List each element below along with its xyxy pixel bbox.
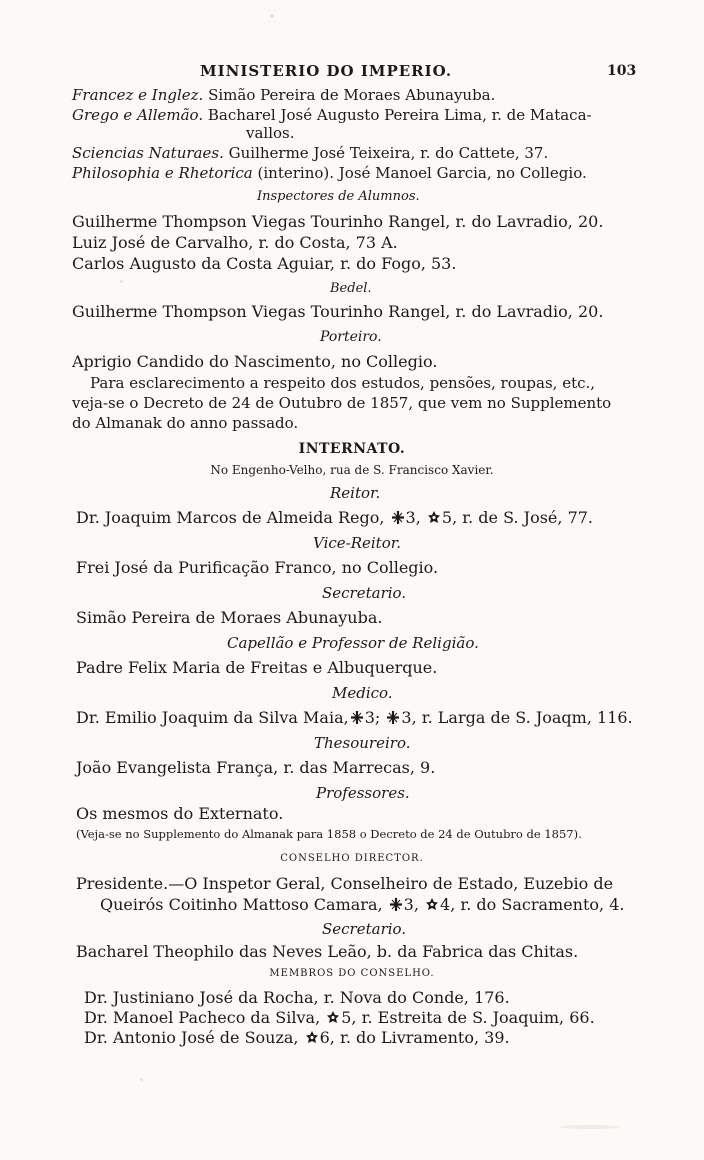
secretario-heading: Secretario. xyxy=(322,584,407,602)
membro-line: Dr. Manoel Pacheco da Silva, 5, r. Estreita de S. Joaquim, 66. xyxy=(84,1008,595,1027)
paper-speck xyxy=(270,14,274,18)
professor-grego: Grego e Allemão. Bacharel José Augusto Pereira Lima, r. de Mataca- xyxy=(72,106,592,124)
inspectores-heading: Inspectores de Alumnos. xyxy=(257,189,420,204)
inspector-line: Guilherme Thompson Viegas Tourinho Rangel, r. do Lavradio, 20. xyxy=(72,212,604,231)
professores-note: (Veja-se no Supplemento do Almanak para 1858 o Decreto de 24 de Outubro de 1857). xyxy=(76,827,582,841)
internato-location: No Engenho-Velho, rua de S. Francisco Xavier. xyxy=(210,463,494,477)
page-number: 103 xyxy=(607,63,637,79)
thesoureiro-heading: Thesoureiro. xyxy=(314,734,411,752)
reitor-line: Dr. Joaquim Marcos de Almeida Rego, 3, 5, r. de S. José, 77. xyxy=(76,508,594,527)
vice-reitor-heading: Vice-Reitor. xyxy=(313,534,402,552)
professor-francez: Francez e Inglez. Simão Pereira de Moraes Abunayuba. xyxy=(72,86,496,104)
membros-title: MEMBROS DO CONSELHO. xyxy=(269,968,435,979)
conselho-secretario-heading: Secretario. xyxy=(322,920,407,938)
professor-grego-cont: vallos. xyxy=(246,124,295,142)
medico-heading: Medico. xyxy=(332,684,393,702)
membro-line: Dr. Justiniano José da Rocha, r. Nova do Conde, 176. xyxy=(84,988,510,1007)
secretario-line: Simão Pereira de Moraes Abunayuba. xyxy=(76,608,383,627)
reitor-heading: Reitor. xyxy=(330,484,381,502)
order-cross-icon xyxy=(386,710,400,725)
running-header: MINISTERIO DO IMPERIO. xyxy=(200,62,453,80)
paper-speck xyxy=(140,1078,143,1081)
note-line: veja-se o Decreto de 24 de Outubro de 1857, que vem no Supplemento xyxy=(72,394,612,412)
professores-heading: Professores. xyxy=(316,784,410,802)
order-medal-icon xyxy=(427,510,441,525)
conselho-secretario-line: Bacharel Theophilo das Neves Leão, b. da Fabrica das Chitas. xyxy=(76,942,579,961)
inspector-line: Carlos Augusto da Costa Aguiar, r. do Fogo, 53. xyxy=(72,254,457,273)
order-medal-icon xyxy=(326,1010,340,1025)
medico-line: Dr. Emilio Joaquim da Silva Maia, 3; 3, r. Larga de S. Joaqm, 116. xyxy=(76,708,633,727)
conselho-title: CONSELHO DIRECTOR. xyxy=(280,853,424,864)
order-medal-icon xyxy=(305,1030,319,1045)
porteiro-heading: Porteiro. xyxy=(320,329,382,345)
membro-line: Dr. Antonio José de Souza, 6, r. do Livramento, 39. xyxy=(84,1028,510,1047)
bedel-heading: Bedel. xyxy=(330,281,372,296)
order-cross-icon xyxy=(350,710,364,725)
thesoureiro-line: João Evangelista França, r. das Marrecas, 9. xyxy=(76,758,436,777)
presidente-line: Presidente.—O Inspetor Geral, Conselheiro de Estado, Euzebio de xyxy=(76,874,614,893)
professores-line: Os mesmos do Externato. xyxy=(76,804,284,823)
presidente-line-cont: Queirós Coitinho Mattoso Camara, 3, 4, r. do Sacramento, 4. xyxy=(100,895,625,914)
bedel-line: Guilherme Thompson Viegas Tourinho Rangel, r. do Lavradio, 20. xyxy=(72,302,604,321)
inspector-line: Luiz José de Carvalho, r. do Costa, 73 A. xyxy=(72,233,398,252)
order-medal-icon xyxy=(425,897,439,912)
vice-reitor-line: Frei José da Purificação Franco, no Collegio. xyxy=(76,558,439,577)
paper-speck xyxy=(120,280,123,283)
internato-title: INTERNATO. xyxy=(298,441,406,457)
porteiro-line: Aprigio Candido do Nascimento, no Collegio. xyxy=(72,352,438,371)
order-cross-icon xyxy=(391,510,405,525)
paper-stain xyxy=(560,1125,620,1129)
capellao-heading: Capellão e Professor de Religião. xyxy=(227,634,479,652)
note-line: Para esclarecimento a respeito dos estudos, pensões, roupas, etc., xyxy=(90,374,596,392)
order-cross-icon xyxy=(389,897,403,912)
note-line: do Almanak do anno passado. xyxy=(72,414,299,432)
professor-sciencias: Sciencias Naturaes. Guilherme José Teixeira, r. do Cattete, 37. xyxy=(72,144,549,162)
capellao-line: Padre Felix Maria de Freitas e Albuquerque. xyxy=(76,658,438,677)
professor-philosophia: Philosophia e Rhetorica (interino). José Manoel Garcia, no Collegio. xyxy=(72,164,587,182)
